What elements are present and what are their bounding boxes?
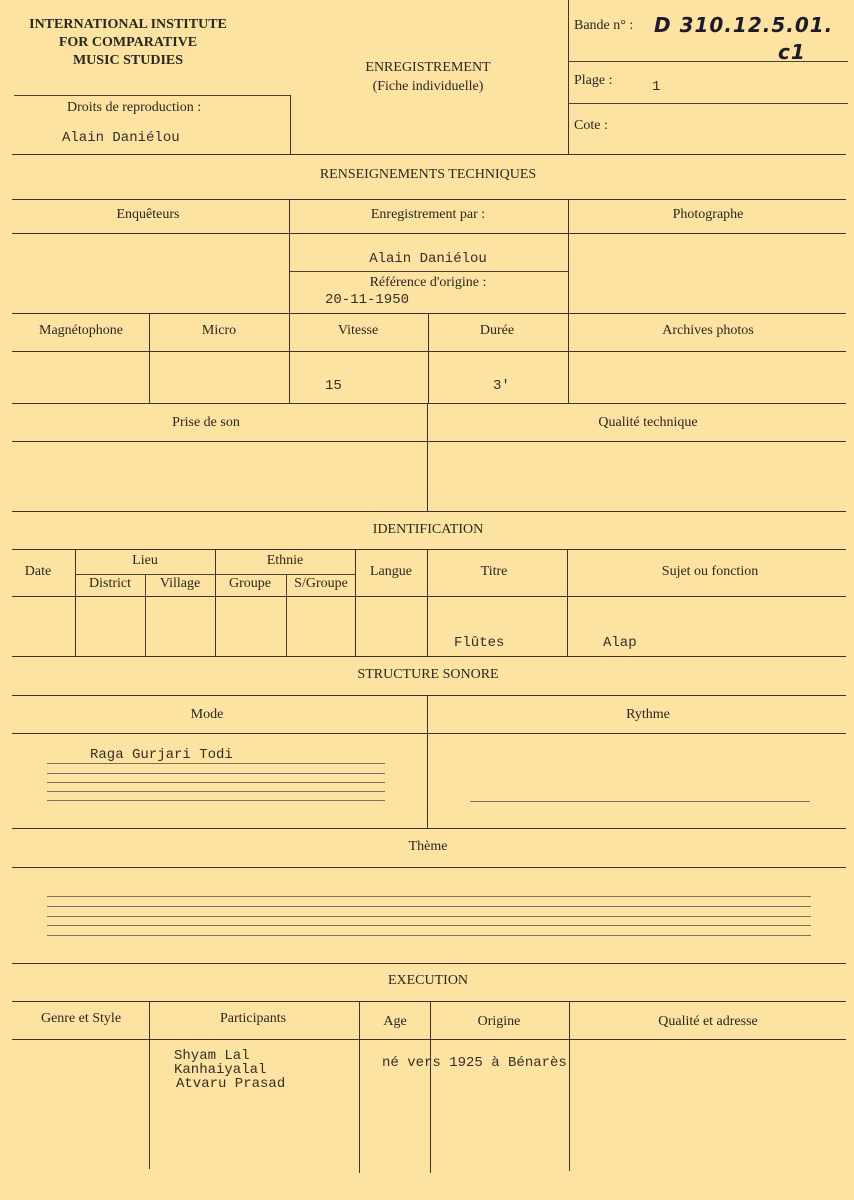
mode-label: Mode <box>190 707 224 722</box>
theme-header-bottom <box>12 867 846 868</box>
qualite-adresse-label: Qualité et adresse <box>658 1014 758 1029</box>
exec-col-1 <box>149 1001 150 1169</box>
section-execution-title: EXECUTION <box>387 973 469 988</box>
theme-line-4 <box>47 925 811 926</box>
enregistrement-underline <box>290 271 568 272</box>
institute-name <box>14 16 242 70</box>
structure-col-1 <box>427 695 428 828</box>
langue-label: Langue <box>370 564 412 579</box>
ident-header-bottom <box>12 596 846 597</box>
ident-col-3 <box>215 549 216 656</box>
age-label: Age <box>383 1014 407 1029</box>
duree-value: 3' <box>493 378 510 394</box>
technique-header-bottom <box>12 233 846 234</box>
participant-3: Atvaru Prasad <box>176 1076 286 1092</box>
droits-right-line <box>290 95 291 154</box>
bande-value: D 310.12.5.01. <box>654 13 834 37</box>
sujet-label: Sujet ou fonction <box>661 564 759 579</box>
micro-label: Micro <box>201 323 237 338</box>
ident-col-5 <box>355 549 356 656</box>
titre-value: Flûtes <box>454 635 505 651</box>
district-label: District <box>89 576 131 591</box>
theme-line-5 <box>47 935 811 936</box>
mode-line-5 <box>47 800 385 801</box>
participant-1: Shyam Lal <box>174 1048 250 1064</box>
header-bottom-line <box>12 154 846 155</box>
tech-col-line-1 <box>289 199 290 313</box>
ident-col-6 <box>427 549 428 656</box>
structure-header-bottom <box>12 733 846 734</box>
theme-line-1 <box>47 896 811 897</box>
header-right-divider <box>568 0 569 154</box>
reference-label: Référence d'origine : <box>369 275 487 290</box>
archives-label: Archives photos <box>662 323 754 338</box>
identification-title-bottom <box>12 549 846 550</box>
magnetophone-label: Magnétophone <box>39 323 123 338</box>
plage-underline <box>568 103 848 104</box>
tech-col-line-2 <box>568 199 569 313</box>
genre-label: Genre et Style <box>40 1011 122 1026</box>
tech-row2-header-bottom <box>12 351 846 352</box>
participant-2: Kanhaiyalal <box>174 1062 267 1078</box>
enqueteurs-label: Enquêteurs <box>116 207 180 222</box>
date-label: Date <box>24 564 52 579</box>
technique-bottom-line <box>12 511 846 512</box>
mode-line-4 <box>47 791 385 792</box>
theme-line-3 <box>47 916 811 917</box>
participants-list <box>174 1049 285 1091</box>
droits-value: Alain Daniélou <box>62 130 180 146</box>
form-subtitle: (Fiche individuelle) <box>372 79 484 94</box>
rythme-line <box>470 801 810 802</box>
plage-value: 1 <box>652 79 661 95</box>
plage-label: Plage : <box>574 73 613 88</box>
ident-col-1 <box>75 549 76 656</box>
mode-line-1 <box>47 763 385 764</box>
tech2-col-4 <box>568 313 569 403</box>
tech2-col-3 <box>428 313 429 403</box>
ident-col-2 <box>145 574 146 656</box>
exec-col-2 <box>359 1001 360 1173</box>
droits-top-line <box>14 95 290 96</box>
mode-line-3 <box>47 782 385 783</box>
titre-label: Titre <box>480 564 508 579</box>
structure-bottom-line <box>12 828 846 829</box>
lieu-ethnie-subline <box>75 574 355 575</box>
tech2-col-2 <box>289 313 290 403</box>
tech-row2-top <box>12 313 846 314</box>
technique-title-bottom <box>12 199 846 200</box>
participants-label: Participants <box>219 1011 287 1026</box>
enregistrement-label: Enregistrement par : <box>370 207 486 222</box>
sgroupe-label: S/Groupe <box>294 576 348 591</box>
bande-value-2: c1 <box>778 40 806 64</box>
institute-line-1: INTERNATIONAL INSTITUTE <box>29 17 227 32</box>
bande-underline <box>568 61 848 62</box>
photographe-label: Photographe <box>672 207 744 222</box>
ethnie-label: Ethnie <box>266 553 304 568</box>
theme-label: Thème <box>408 839 448 854</box>
execution-header-bottom <box>12 1039 846 1040</box>
form-title-main: ENREGISTREMENT <box>365 60 491 75</box>
qualite-label: Qualité technique <box>598 415 698 430</box>
origine-label: Origine <box>477 1014 521 1029</box>
tech2-col-1 <box>149 313 150 403</box>
cote-label: Cote : <box>574 118 608 133</box>
exec-col-3 <box>430 1001 431 1173</box>
section-structure-title: STRUCTURE SONORE <box>357 667 499 682</box>
execution-title-bottom <box>12 1001 846 1002</box>
institute-line-2: FOR COMPARATIVE <box>58 35 198 50</box>
ident-col-4 <box>286 574 287 656</box>
structure-title-bottom <box>12 695 846 696</box>
identification-bottom-line <box>12 656 846 657</box>
tech-row3-header-bottom <box>12 441 846 442</box>
mode-line-2 <box>47 773 385 774</box>
vitesse-label: Vitesse <box>337 323 379 338</box>
rythme-label: Rythme <box>626 707 670 722</box>
institute-line-3: MUSIC STUDIES <box>72 53 184 68</box>
theme-line-2 <box>47 906 811 907</box>
theme-bottom-line <box>12 963 846 964</box>
ident-col-7 <box>567 549 568 656</box>
section-technique-title: RENSEIGNEMENTS TECHNIQUES <box>319 167 537 182</box>
section-identification-title: IDENTIFICATION <box>372 522 484 537</box>
tech-row3-top <box>12 403 846 404</box>
duree-label: Durée <box>479 323 515 338</box>
enregistrement-value: Alain Daniélou <box>369 251 487 267</box>
village-label: Village <box>159 576 201 591</box>
groupe-label: Groupe <box>229 576 271 591</box>
reference-value: 20-11-1950 <box>325 292 410 308</box>
origine-value: né vers 1925 à Bénarès <box>382 1055 567 1071</box>
sujet-value: Alap <box>603 635 637 651</box>
bande-label: Bande n° : <box>574 18 634 33</box>
droits-label: Droits de reproduction : <box>67 100 202 115</box>
form-title <box>365 58 490 96</box>
mode-value: Raga Gurjari Todi <box>90 747 233 763</box>
vitesse-value: 15 <box>325 378 342 394</box>
tech3-col-1 <box>427 403 428 511</box>
prise-label: Prise de son <box>172 415 240 430</box>
lieu-label: Lieu <box>132 553 158 568</box>
exec-col-4 <box>569 1001 570 1171</box>
